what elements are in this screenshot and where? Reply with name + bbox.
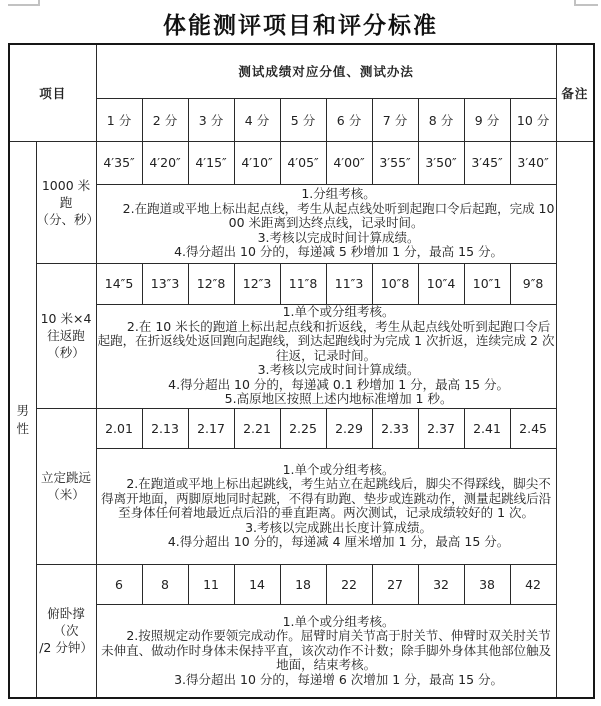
score-value: 3′45″ <box>464 141 510 184</box>
score-value: 13″3 <box>142 263 188 304</box>
score-value: 22 <box>326 564 372 604</box>
score-value: 4′20″ <box>142 141 188 184</box>
score-label: 8 分 <box>418 98 464 141</box>
score-label: 6 分 <box>326 98 372 141</box>
score-value: 2.33 <box>372 408 418 448</box>
score-label: 1 分 <box>96 98 142 141</box>
score-value: 11 <box>188 564 234 604</box>
item-name-pushup: 俯卧撑（次 /2 分钟） <box>36 564 96 698</box>
score-value: 11″3 <box>326 263 372 304</box>
score-value: 3′40″ <box>510 141 556 184</box>
remark-body-cell <box>556 141 594 698</box>
score-value: 10″4 <box>418 263 464 304</box>
fitness-score-table <box>8 43 595 699</box>
score-value: 10″1 <box>464 263 510 304</box>
method-text-standing-long-jump: 1.单个或分组考核。 2.在跑道或平地上标出起跳线，考生站立在起跳线后，脚尖不得踩线，脚尖不得离开地面，两脚原地同时起跳，不得有助跑、垫步或连跳动作，测量起跳线后沿至身体任何着地最近点后沿的垂直距离。两次测试，记录成绩较好的 1 次。 3.考核以完成跳出长度计算成绩。 4.得分超出 10 分的，每递减 4 厘米增加 1 分，最高 15 分。 <box>96 448 556 564</box>
cropped-ui-artifact-right <box>574 0 598 6</box>
score-value: 2.21 <box>234 408 280 448</box>
gender-male-cell: 男 性 <box>9 141 36 698</box>
score-value: 2.13 <box>142 408 188 448</box>
method-text-pushup: 1.单个或分组考核。 2.按照规定动作要领完成动作。屈臂时肩关节高于肘关节、伸臂时双关肘关节未伸直、做动作时身体未保持平直，该次动作不计数；除手脚外身体其他部位触及地面，结束考核。 3.得分超出 10 分的，每递增 6 次增加 1 分，最高 15 分。 <box>96 604 556 698</box>
score-value: 2.01 <box>96 408 142 448</box>
score-label: 5 分 <box>280 98 326 141</box>
score-value: 4′15″ <box>188 141 234 184</box>
score-value: 2.29 <box>326 408 372 448</box>
row-1000m-scores <box>9 141 594 184</box>
score-value: 4′10″ <box>234 141 280 184</box>
score-value: 4′05″ <box>280 141 326 184</box>
cropped-ui-artifact-left <box>8 0 40 6</box>
score-value: 10″8 <box>372 263 418 304</box>
score-value: 2.41 <box>464 408 510 448</box>
header-item-col: 项目 <box>9 44 96 141</box>
score-value: 2.37 <box>418 408 464 448</box>
score-value: 32 <box>418 564 464 604</box>
score-value: 6 <box>96 564 142 604</box>
score-label: 7 分 <box>372 98 418 141</box>
row-longjump-scores <box>9 408 594 448</box>
row-shuttle-scores <box>9 263 594 304</box>
header-row-2 <box>9 98 594 141</box>
score-value: 4′00″ <box>326 141 372 184</box>
score-value: 2.25 <box>280 408 326 448</box>
score-label: 2 分 <box>142 98 188 141</box>
method-text-shuttle-run: 1.单个或分组考核。 2.在 10 米长的跑道上标出起点线和折返线，考生从起点线处听到起跑口令后起跑，在折返线处返回跑向起跑线，到达起跑线时为完成 1 次折返，连续完成 2 次往返，记录时间。 3.考核以完成时间计算成绩。 4.得分超出 10 分的，每递减 0.1 秒增加 1 分，最高 15 分。 5.高原地区按照上述内地标准增加 1 秒。 <box>97 304 555 407</box>
score-value: 14″5 <box>96 263 142 304</box>
row-longjump-method <box>9 448 594 564</box>
header-remark-col: 备注 <box>556 44 594 141</box>
row-pushup-method <box>9 604 594 698</box>
score-label: 4 分 <box>234 98 280 141</box>
score-value: 42 <box>510 564 556 604</box>
score-label: 9 分 <box>464 98 510 141</box>
score-value: 3′55″ <box>372 141 418 184</box>
item-name-1000m-run: 1000 米跑 （分、秒） <box>36 141 96 263</box>
score-value: 2.45 <box>510 408 556 448</box>
score-value: 3′50″ <box>418 141 464 184</box>
page-title: 体能测评项目和评分标准 <box>163 12 438 39</box>
method-text-1000m-run: 1.分组考核。 2.在跑道或平地上标出起点线，考生从起点线处听到起跑口令后起跑，完成 1000 米距离到达终点线，记录时间。 3.考核以完成时间计算成绩。 4.得分超出 10 分的，每递减 5 秒增加 1 分，最高 15 分。 <box>96 184 556 263</box>
score-value: 12″8 <box>188 263 234 304</box>
row-pushup-scores <box>9 564 594 604</box>
score-value: 12″3 <box>234 263 280 304</box>
header-row-1 <box>9 44 594 98</box>
score-value: 14 <box>234 564 280 604</box>
score-value: 2.17 <box>188 408 234 448</box>
item-name-shuttle-run: 10 米×4 往返跑（秒） <box>36 263 96 408</box>
item-name-standing-long-jump: 立定跳远 （米） <box>36 408 96 564</box>
header-scores: 测试成绩对应分值、测试办法 <box>96 44 556 98</box>
score-label: 10 分 <box>510 98 556 141</box>
score-value: 4′35″ <box>96 141 142 184</box>
row-shuttle-method <box>9 304 594 408</box>
score-value: 11″8 <box>280 263 326 304</box>
score-value: 27 <box>372 564 418 604</box>
score-value: 9″8 <box>510 263 556 304</box>
score-value: 38 <box>464 564 510 604</box>
score-value: 18 <box>280 564 326 604</box>
score-label: 3 分 <box>188 98 234 141</box>
score-value: 8 <box>142 564 188 604</box>
